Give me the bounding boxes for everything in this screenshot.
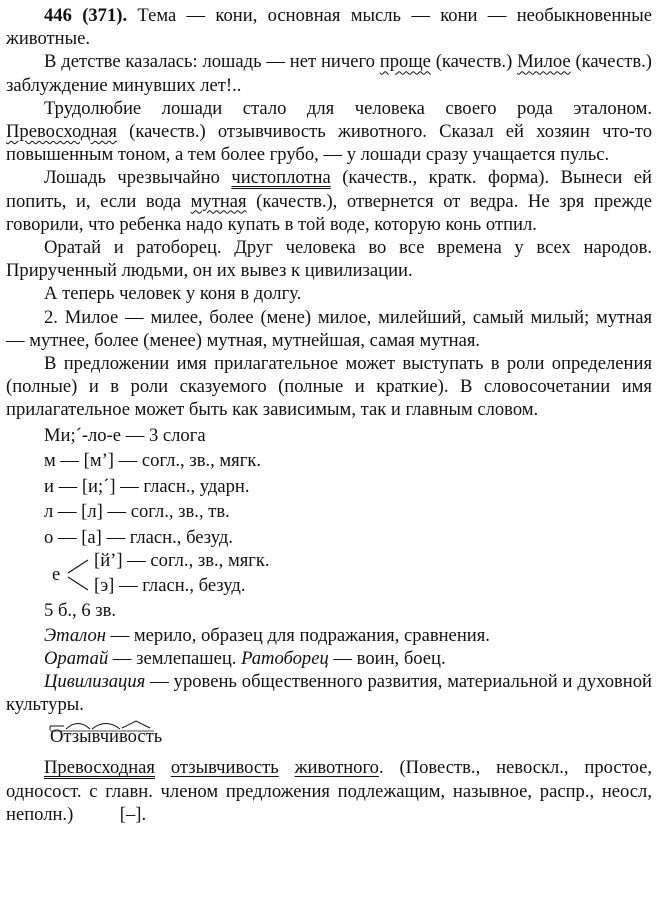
p3-b: (качеств., кратк. форма). Вынеси ей попить, и, если вода xyxy=(6,167,652,212)
definition-etalon xyxy=(6,624,652,647)
paragraph-2 xyxy=(6,97,652,167)
def-text: — землепашец. xyxy=(108,647,242,669)
definition-tsivilizatsiya xyxy=(6,670,652,716)
phonetic-row: м — [м’] — согл., зв., мягк. xyxy=(44,450,262,472)
final-rest: . (Повеств., невоскл., простое, односост. с главн. членом предложения подлежащим, назывное, распр., неосл, неполн.) xyxy=(6,757,652,825)
exercise-number: 446 (371). xyxy=(44,5,128,26)
p3-c: (качеств.), отвернется от ведра. Не зря прежде говорили, что ребенка надо купать в той воде, которую конь отпил. xyxy=(6,190,652,235)
def-text: — мерило, образец для подражания, сравнения. xyxy=(105,624,490,646)
paragraph-3 xyxy=(6,166,652,236)
p2-word-prevoskhodnaya: Превосходная xyxy=(6,121,117,143)
p3-word-chistoplotna: чистоплотна xyxy=(231,167,331,189)
branch-lines-icon xyxy=(66,554,92,594)
paragraph-5: А теперь человек у коня в долгу. xyxy=(44,283,302,305)
p3-a: Лошадь чрезвычайно xyxy=(44,167,232,189)
p1-word-proshche: проще xyxy=(379,51,431,73)
def-text: — уровень общественного развития, материальной и духовной культуры. xyxy=(6,671,652,716)
p2-a: Трудолюбие лошади стало для человека своего рода эталоном. xyxy=(44,97,652,119)
e-branch-1: [й’] — согл., зв., мягк. xyxy=(94,550,270,572)
p2-b: (качеств.) отзывчивость животного. Сказал ей хозяин что-то повышенным тоном, а тем более грубо, — у лошади сразу учащается пульс. xyxy=(6,121,652,166)
p1-a: В детстве казалась: лошадь — нет ничего xyxy=(44,51,380,73)
e-letter: е xyxy=(52,564,61,586)
phonetic-e-branch xyxy=(44,550,652,598)
def-term: Цивилизация xyxy=(44,671,146,693)
paragraph-4: Оратай и ратоборец. Друг человека во все времена у всех народов. Прирученный людьми, он их вывез к цивилизации. xyxy=(6,237,652,282)
final-word-3: животного xyxy=(294,757,379,779)
header-text: Тема — кони, основная мысль — кони — необыкновенные животные. xyxy=(6,5,652,50)
p1-b: (качеств.) xyxy=(430,51,518,73)
phonetic-analysis xyxy=(6,423,652,624)
paragraph-6: 2. Милое — милее, более (мене) милое, милейший, самый милый; мутная — мутнее, более (менее) мутная, мутнейшая, самая мутная. xyxy=(6,306,652,351)
p1-word-miloe: Милое xyxy=(517,51,571,73)
def-term: Эталон xyxy=(44,624,106,646)
phonetic-summary: 5 б., 6 зв. xyxy=(44,600,117,622)
def-term: Оратай xyxy=(44,647,109,669)
morph-word: Отзывчивость xyxy=(50,726,163,748)
paragraph-7: В предложении имя прилагательное может выступать в роли определения (полные) и в роли сказуемого (полные и краткие). В словосочетании имя прилагательное может быть как зависимым, так и главным словом. xyxy=(6,353,652,421)
final-scheme: [–]. xyxy=(119,803,147,825)
paragraph-1 xyxy=(6,50,652,96)
exercise-header xyxy=(6,4,652,50)
def-term: Ратоборец xyxy=(241,647,329,669)
p1-c: (качеств.) заблуждение минувших лет!.. xyxy=(6,51,652,96)
phonetic-title: Ми;´-ло-е — 3 слога xyxy=(44,424,206,446)
sentence-analysis xyxy=(6,756,652,826)
final-word-2: отзывчивость xyxy=(170,757,279,779)
definition-oratai xyxy=(6,647,652,670)
phonetic-row: о — [а] — гласн., безуд. xyxy=(44,526,233,548)
morphemic-analysis xyxy=(6,716,652,750)
def-text: — воин, боец. xyxy=(328,647,446,669)
e-branch-2: [э] — гласн., безуд. xyxy=(94,575,246,597)
final-word-1: Превосходная xyxy=(44,757,155,779)
phonetic-row: л — [л] — согл., зв., тв. xyxy=(44,501,230,523)
p3-word-mutnaya: мутная xyxy=(190,190,247,212)
phonetic-row: и — [и;´] — гласн., ударн. xyxy=(44,475,250,497)
